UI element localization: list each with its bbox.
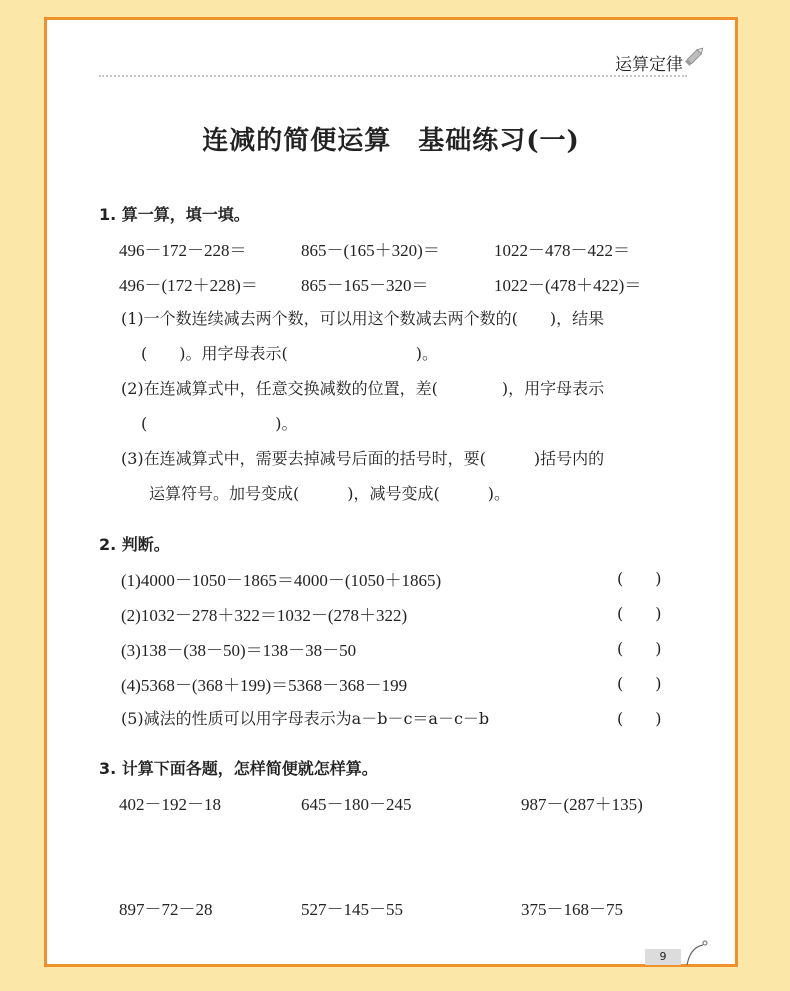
calc-1-2: 645－180－245 [301,795,412,814]
judge-item-5: (5)减法的性质可以用字母表示为a－b－c＝a－c－b [121,709,490,728]
judge-item-1: (1)4000－1050－1865＝4000－(1050＋1865) [121,571,442,590]
q1-line1: (1)一个数连续减去两个数，可以用这个数减去两个数的( )，结果 [121,309,605,328]
calc-2-2: 527－145－55 [301,900,403,919]
q1-line2: ( )。用字母表示( )。 [141,344,438,363]
expr-1-2: 865－(165＋320)＝ [301,241,440,260]
expr-2-3: 1022－(478＋422)＝ [494,276,642,295]
page-number: 9 [645,949,681,965]
calc-1-1: 402－192－18 [119,795,221,814]
q3-line1: (3)在连减算式中，需要去掉减号后面的括号时，要( )括号内的 [121,449,605,468]
worksheet-page [44,17,738,967]
calc-1-3: 987－(287＋135) [521,795,643,814]
judge-answer-5[interactable]: ( ) [617,709,662,728]
expr-1-3: 1022－478－422＝ [494,241,630,260]
section1-heading: 1. 算一算，填一填。 [99,205,250,224]
q2-line2: ( )。 [141,414,298,433]
judge-answer-1[interactable]: ( ) [617,569,662,588]
expr-1-1: 496－172－228＝ [119,241,247,260]
page-swirl-icon [683,939,709,967]
section2-heading: 2. 判断。 [99,535,170,554]
header-divider [99,75,687,77]
judge-answer-4[interactable]: ( ) [617,674,662,693]
q2-line1: (2)在连减算式中，任意交换减数的位置，差( )，用字母表示 [121,379,605,398]
judge-item-3: (3)138－(38－50)＝138－38－50 [121,641,357,660]
calc-2-1: 897－72－28 [119,900,213,919]
q3-line2: 运算符号。加号变成( )，减号变成( )。 [149,484,510,503]
judge-answer-3[interactable]: ( ) [617,639,662,658]
pencil-icon [683,44,707,68]
judge-item-4: (4)5368－(368＋199)＝5368－368－199 [121,676,408,695]
page-title: 连减的简便运算 基础练习(一) [202,126,580,156]
expr-2-2: 865－165－320＝ [301,276,429,295]
judge-answer-2[interactable]: ( ) [617,604,662,623]
calc-2-3: 375－168－75 [521,900,623,919]
section3-heading: 3. 计算下面各题，怎样简便就怎样算。 [99,759,378,778]
judge-item-2: (2)1032－278＋322＝1032－(278＋322) [121,606,408,625]
expr-2-1: 496－(172＋228)＝ [119,276,258,295]
unit-label: 运算定律 [615,55,683,75]
